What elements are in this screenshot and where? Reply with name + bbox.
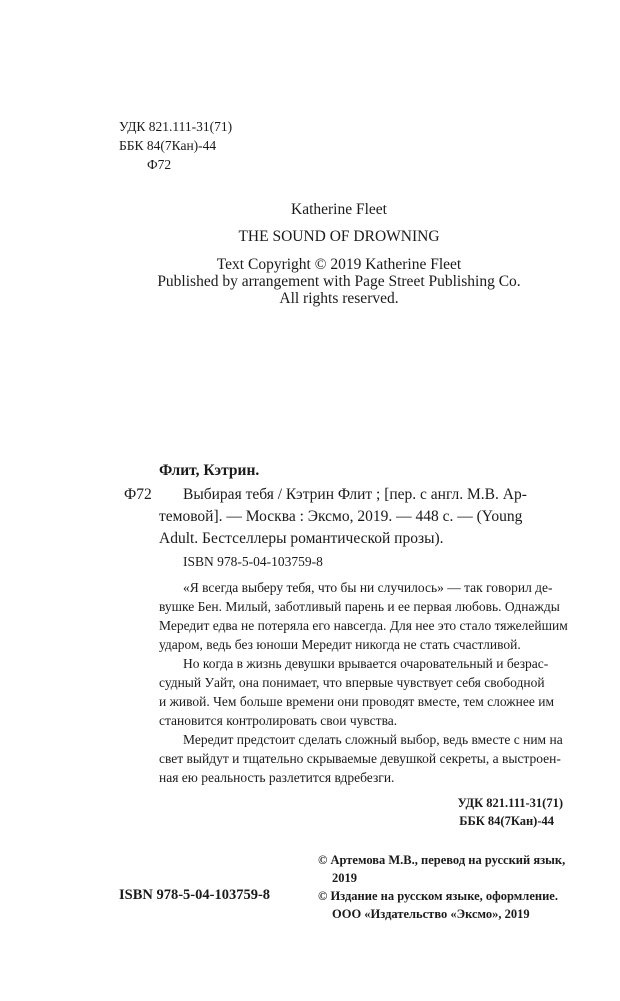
footer-isbn: ISBN 978-5-04-103759-8 — [119, 887, 271, 903]
copyright-line: Published by arrangement with Page Street Publishing Co. — [157, 273, 521, 290]
catalog-mark: Ф72 — [124, 486, 152, 503]
original-author: Katherine Fleet — [291, 201, 387, 218]
catalog-isbn: ISBN 978-5-04-103759-8 — [183, 554, 323, 569]
annotation-line: Мередит едва не потеряла его навсегда. Для нее это стало тяжелейшим — [159, 618, 568, 633]
bbk-code: ББК 84(7Кан)-44 — [119, 138, 217, 153]
annotation-line: становится контролировать свои чувства. — [159, 713, 398, 728]
annotation-line: Мередит предстоит сделать сложный выбор, ведь вместе с ним на — [183, 732, 563, 747]
udk-code: УДК 821.111-31(71) — [119, 119, 233, 134]
author-mark: Ф72 — [147, 157, 172, 172]
annotation-line: вушке Бен. Милый, заботливый парень и ее первая любовь. Однажды — [159, 599, 560, 614]
annotation-line: «Я всегда выберу тебя, что бы ни случилось» — так говорил де- — [183, 580, 553, 595]
annotation-line: судный Уайт, она понимает, что впервые чувствует себя свободной — [159, 675, 545, 690]
catalog-description-line: Выбирая тебя / Кэтрин Флит ; [пер. с англ. М.В. Ар- — [183, 486, 527, 503]
catalog-author-heading: Флит, Кэтрин. — [159, 462, 260, 479]
annotation-line: свет выйдут и тщательно скрываемые девушкой секреты, а выстроен- — [159, 751, 561, 766]
annotation-line: ударом, ведь без юноши Мередит никогда не стать счастливой. — [159, 637, 521, 652]
footer-copyright-line: © Артемова М.В., перевод на русский язык, — [318, 853, 566, 867]
catalog-description-line: Adult. Бестселлеры романтической прозы). — [159, 530, 444, 547]
catalog-description-line: темовой]. — Москва : Эксмо, 2019. — 448 с. — (Young — [159, 508, 523, 525]
annotation-line: Но когда в жизнь девушки врывается очаровательный и безрас- — [183, 656, 549, 671]
annotation-line: и живой. Чем больше времени они проводят вместе, тем сложнее им — [159, 694, 554, 709]
original-title: THE SOUND OF DROWNING — [238, 228, 440, 245]
footer-copyright-line: © Издание на русском языке, оформление. — [318, 889, 558, 903]
footer-copyright-line: 2019 — [332, 871, 357, 885]
copyright-line: All rights reserved. — [279, 290, 399, 307]
footer-udk: УДК 821.111-31(71) — [457, 796, 563, 810]
footer-copyright-line: ООО «Издательство «Эксмо», 2019 — [332, 907, 530, 921]
annotation-line: ная ею реальность разлетится вдребезги. — [159, 770, 395, 785]
copyright-line: Text Copyright © 2019 Katherine Fleet — [216, 256, 462, 273]
footer-bbk: ББК 84(7Кан)-44 — [459, 814, 554, 828]
